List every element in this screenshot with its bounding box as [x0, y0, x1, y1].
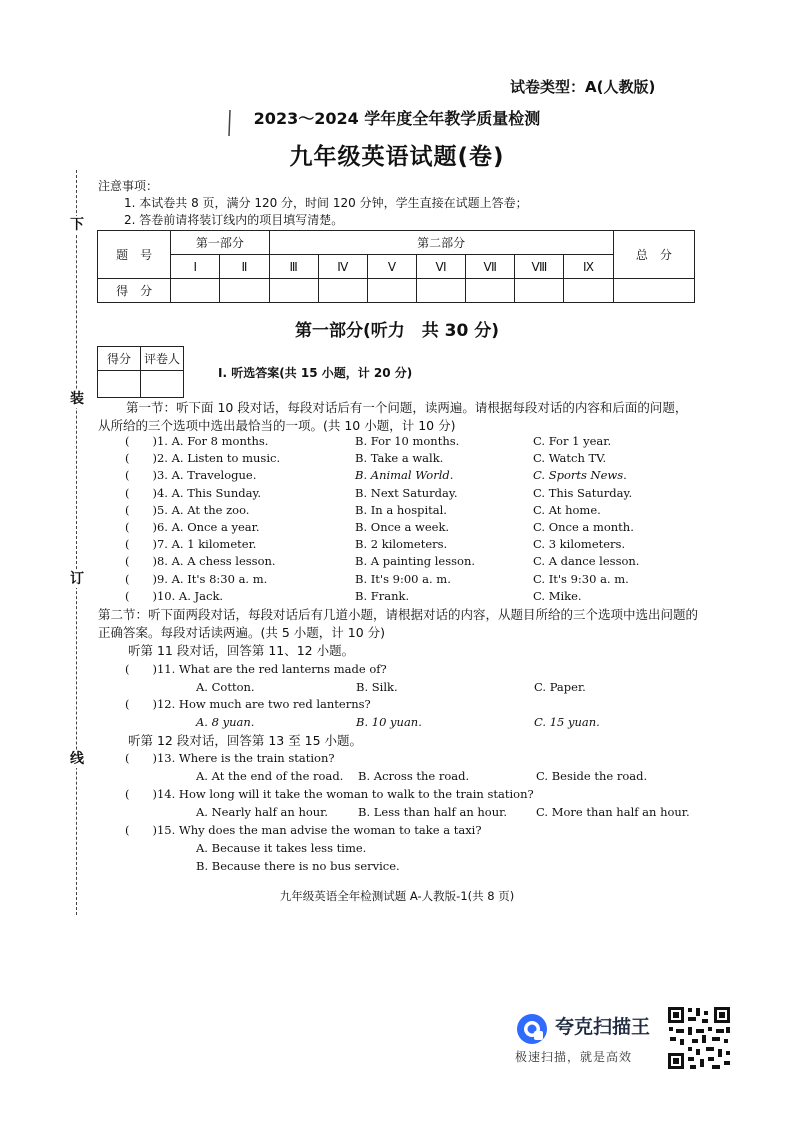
- option-b: B. Because there is no bus service.: [196, 859, 400, 873]
- option-b: B. Take a walk.: [355, 451, 444, 466]
- option-c: C. Sports News.: [533, 468, 627, 483]
- score-cell[interactable]: [367, 279, 416, 303]
- question-row: [125, 485, 705, 502]
- score-cell[interactable]: [515, 279, 564, 303]
- score-col: Ⅴ: [367, 255, 416, 279]
- option-b: B. In a hospital.: [355, 502, 447, 517]
- dialog12-intro: 听第 12 段对话，回答第 13 至 15 小题。: [128, 733, 363, 748]
- option-c: C. 15 yuan.: [534, 715, 600, 729]
- question-stem: ( )12. How much are two red lanterns?: [125, 697, 371, 711]
- question-15: [125, 822, 705, 839]
- score-total-cell[interactable]: [613, 279, 694, 303]
- option-b: B. Less than half an hour.: [358, 805, 508, 819]
- score-total-header: 总 分: [613, 231, 694, 279]
- option-b: B. A painting lesson.: [355, 554, 476, 569]
- option-c: C. It's 9:30 a. m.: [533, 571, 629, 586]
- section1-intro: 第一节：听下面 10 段对话，每段对话后有一个问题，读两遍。请根据每段对话的内容和后面的问题，从所给的三个选项中选出最恰当的一项。(共 10 小题，计 10 分): [98, 400, 688, 433]
- question-stem-option-a: ( )8. A. A chess lesson.: [125, 554, 276, 569]
- option-c: C. Watch TV.: [533, 451, 607, 466]
- scanner-logo-icon: [515, 1012, 549, 1046]
- option-c: C. Beside the road.: [536, 769, 648, 783]
- option-b: B. 2 kilometers.: [355, 537, 448, 552]
- grader-box: [97, 346, 184, 398]
- question-stem-option-a: ( )7. A. 1 kilometer.: [125, 537, 257, 552]
- score-col: Ⅰ: [171, 255, 220, 279]
- score-part2-header: 第二部分: [269, 231, 613, 255]
- question-row: [125, 502, 705, 519]
- grader-score-label: 得分: [98, 347, 141, 371]
- page-footer: 九年级英语全年检测试题 A-人教版-1(共 8 页): [279, 889, 515, 903]
- question-11-options: [196, 679, 696, 696]
- score-row-label-question: 题 号: [98, 231, 171, 279]
- question-14-options: [196, 804, 696, 821]
- grader-name-label: 评卷人: [141, 347, 184, 371]
- notes-title: 注意事项：: [98, 179, 159, 193]
- part1-title: 第一部分(听力 共 30 分): [294, 321, 500, 341]
- option-a: A. 8 yuan.: [196, 715, 255, 729]
- binding-line: [76, 170, 77, 915]
- watermark-brand: 夸克扫描王: [555, 1016, 651, 1038]
- question-stem: ( )11. What are the red lanterns made of?: [125, 662, 387, 676]
- question-row: [125, 433, 705, 450]
- option-a: A. Cotton.: [196, 680, 255, 694]
- question-stem: ( )15. Why does the man advise the woman to take a taxi?: [125, 823, 482, 837]
- option-c: C. Paper.: [534, 680, 586, 694]
- question-13-options: [196, 768, 696, 785]
- question-row: [125, 450, 705, 467]
- score-cell[interactable]: [171, 279, 220, 303]
- option-c: C. A dance lesson.: [533, 554, 640, 569]
- score-cell[interactable]: [318, 279, 367, 303]
- notes-item: 2. 答卷前请将装订线内的项目填写清楚。: [124, 213, 344, 227]
- score-cell[interactable]: [220, 279, 269, 303]
- question-12-options: [196, 714, 696, 731]
- question-14: [125, 786, 705, 803]
- score-col: Ⅲ: [269, 255, 318, 279]
- binding-char-ding: 订: [70, 571, 84, 587]
- question-stem-option-a: ( )10. A. Jack.: [125, 588, 224, 603]
- question-row: [125, 467, 705, 484]
- option-c: C. Once a month.: [533, 520, 634, 534]
- section-heading: Ⅰ. 听选答案(共 15 小题，计 20 分): [218, 366, 413, 380]
- question-13: [125, 750, 705, 767]
- score-col: Ⅶ: [466, 255, 515, 279]
- score-col: Ⅸ: [564, 255, 613, 279]
- option-b: B. 10 yuan.: [356, 715, 422, 729]
- question-row: [125, 536, 705, 553]
- option-c: C. 3 kilometers.: [533, 537, 626, 552]
- option-b: B. It's 9:00 a. m.: [355, 571, 451, 586]
- score-col: Ⅵ: [417, 255, 466, 279]
- option-c: C. At home.: [533, 502, 601, 517]
- question-stem: ( )14. How long will it take the woman to walk to the train station?: [125, 787, 534, 801]
- question-stem-option-a: ( )2. A. Listen to music.: [125, 451, 281, 466]
- question-stem-option-a: ( )3. A. Travelogue.: [125, 468, 257, 483]
- option-c: C. More than half an hour.: [536, 805, 690, 819]
- page-title: 九年级英语试题(卷): [289, 144, 505, 170]
- notes: [98, 178, 528, 229]
- score-cell[interactable]: [417, 279, 466, 303]
- option-b: B. Silk.: [356, 680, 398, 694]
- score-row-label-score: 得 分: [98, 279, 171, 303]
- notes-item: 1. 本试卷共 8 页，满分 120 分，时间 120 分钟，学生直接在试题上答卷；: [124, 196, 528, 210]
- option-b: B. Once a week.: [355, 520, 450, 534]
- watermark-slogan: 极速扫描，就是高效: [515, 1050, 633, 1064]
- paper-type-label: 试卷类型：A(人教版): [510, 78, 656, 96]
- option-c: C. This Saturday.: [533, 485, 633, 500]
- grader-score-cell[interactable]: [98, 371, 141, 398]
- binding-char-xian: 线: [70, 751, 84, 767]
- question-row: [125, 588, 705, 605]
- score-col: Ⅷ: [515, 255, 564, 279]
- option-a: A. At the end of the road.: [196, 769, 344, 783]
- question-row: [125, 571, 705, 588]
- section2-intro: 第二节：听下面两段对话，每段对话后有几道小题，请根据对话的内容，从题目所给的三个选项中选出问题的正确答案。每段对话读两遍。(共 5 小题，计 10 分): [98, 607, 699, 640]
- score-col: Ⅱ: [220, 255, 269, 279]
- score-cell[interactable]: [564, 279, 613, 303]
- score-cell[interactable]: [466, 279, 515, 303]
- exam-title: 2023～2024 学年度全年教学质量检测: [253, 109, 541, 128]
- question-row: [125, 553, 705, 570]
- option-c: C. Mike.: [533, 588, 582, 603]
- question-12: [125, 696, 705, 713]
- question-15-option-a: [196, 840, 696, 857]
- option-b: B. For 10 months.: [355, 434, 460, 448]
- option-a: A. Because it takes less time.: [196, 841, 367, 855]
- question-stem-option-a: ( )4. A. This Sunday.: [125, 485, 262, 500]
- question-stem-option-a: ( )1. A. For 8 months.: [125, 434, 269, 448]
- score-cell[interactable]: [269, 279, 318, 303]
- question-15-option-b: [196, 858, 696, 875]
- question-stem-option-a: ( )9. A. It's 8:30 a. m.: [125, 571, 268, 586]
- option-b: B. Across the road.: [358, 769, 470, 783]
- binding-char-xia: 下: [70, 217, 84, 233]
- option-c: C. For 1 year.: [533, 434, 612, 448]
- question-stem-option-a: ( )6. A. Once a year.: [125, 520, 260, 534]
- question-11: [125, 661, 705, 678]
- qr-code-icon: [666, 1005, 732, 1071]
- option-a: A. Nearly half an hour.: [196, 805, 329, 819]
- option-b: B. Next Saturday.: [355, 485, 458, 500]
- option-b: B. Frank.: [355, 588, 410, 603]
- score-col: Ⅳ: [318, 255, 367, 279]
- score-part1-header: 第一部分: [171, 231, 269, 255]
- score-table: [97, 230, 695, 303]
- question-row: [125, 519, 705, 536]
- binding-char-zhuang: 装: [70, 391, 84, 407]
- question-stem: ( )13. Where is the train station?: [125, 751, 335, 765]
- option-b: B. Animal World.: [355, 468, 454, 483]
- grader-name-cell[interactable]: [141, 371, 184, 398]
- question-stem-option-a: ( )5. A. At the zoo.: [125, 502, 250, 517]
- dialog11-intro: 听第 11 段对话，回答第 11、12 小题。: [128, 643, 355, 658]
